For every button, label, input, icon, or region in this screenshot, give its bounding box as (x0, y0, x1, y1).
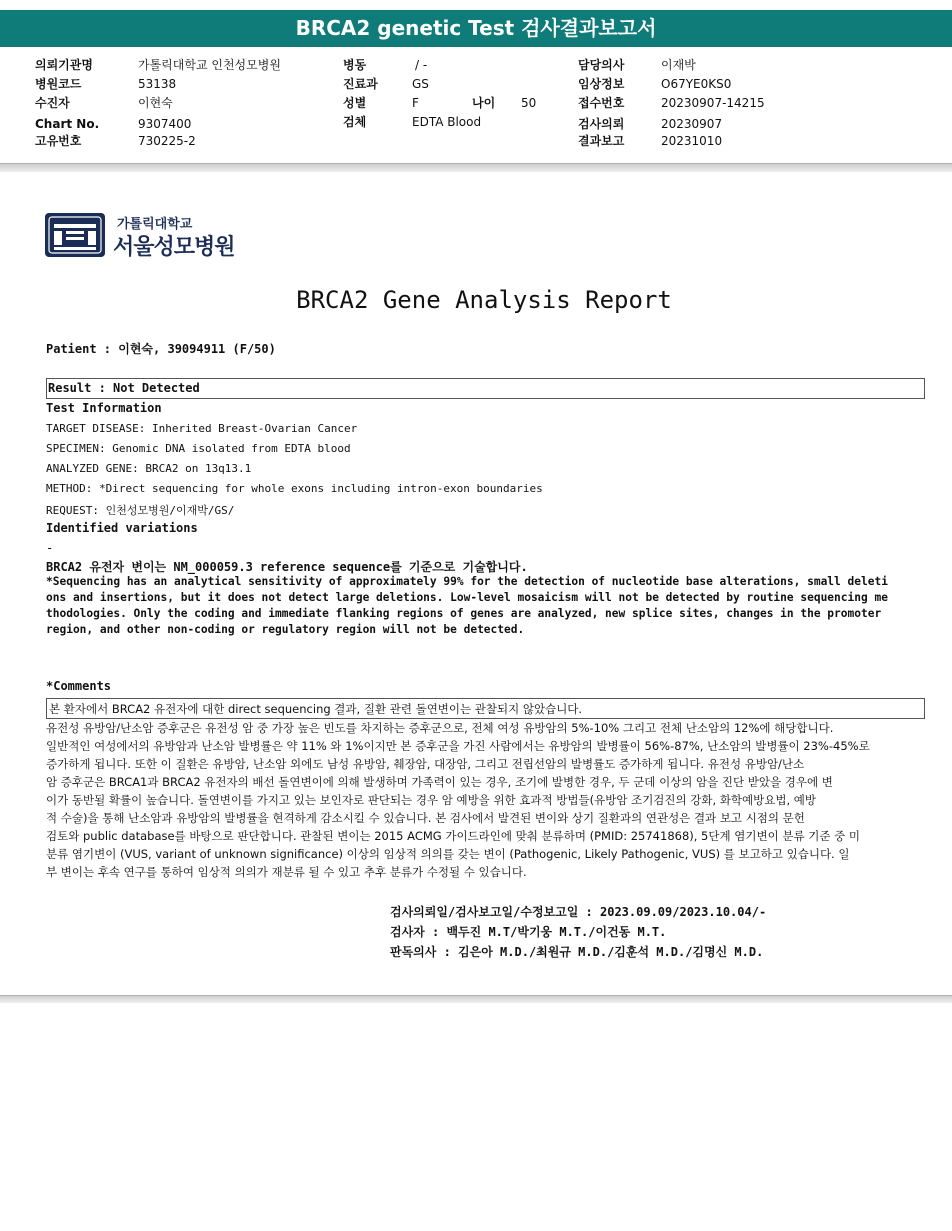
value-requesting-institution: 가톨릭대학교 인천성모병원 (138, 58, 281, 72)
value-request-date: 20230907 (661, 117, 723, 131)
target-disease: TARGET DISEASE: Inherited Breast-Ovarian Cancer (46, 422, 358, 435)
identified-variations-heading: Identified variations (46, 521, 198, 535)
label-age: 나이 (472, 96, 496, 110)
specimen: SPECIMEN: Genomic DNA isolated from EDTA blood (46, 442, 351, 455)
label-sex: 성별 (343, 96, 367, 110)
comment-box (46, 698, 925, 719)
comment-line: 암 증후군은 BRCA1과 BRCA2 유전자의 배선 돌연변이에 의해 발생하며 가족력이 있는 경우, 조기에 발병한 경우, 두 군데 이상의 암을 진단 받았을 경우에 변 (46, 775, 833, 789)
label-requesting-institution: 의뢰기관명 (35, 58, 93, 72)
value-ward: / - (415, 58, 428, 72)
disclaimer-line: ons and insertions, but it does not detect large deletions. Low-level mosaicism will not be detected by routine sequencing me (46, 591, 888, 604)
label-doctor: 담당의사 (578, 58, 625, 72)
comment-line: 검토와 public database를 바탕으로 판단합니다. 관찰된 변이는 2015 ACMG 가이드라인에 맞춰 분류하며 (PMID: 25741868), 5단계 염기변이 분류 기준 중 미 (46, 829, 860, 843)
comment-line: 이가 동반될 확률이 높습니다. 돌연변이를 가지고 있는 보인자로 판단되는 경우 암 예방을 위한 효과적 방법들(유방암 조기검진의 강화, 화학예방요법, 예방 (46, 793, 817, 807)
sensitivity-disclaimer (46, 574, 926, 638)
value-specimen: EDTA Blood (412, 115, 482, 129)
comment-line: 증가하게 됩니다. 또한 이 질환은 유방암, 난소암 외에도 남성 유방암, 췌장암, 대장암, 그리고 전립선암의 발병률도 증가하게 됩니다. 유전성 유방암/난소 (46, 757, 805, 771)
report-dates: 검사의뢰일/검사보고일/수정보고일 : 2023.09.09/2023.10.04/- (390, 905, 767, 919)
label-request-date: 검사의뢰 (578, 117, 625, 131)
patient-line: Patient : 이현숙, 39094911 (F/50) (46, 342, 276, 356)
value-patient-name: 이현숙 (138, 96, 173, 110)
value-clinical-info: O67YE0KS0 (661, 77, 732, 91)
comment-paragraph (46, 719, 926, 881)
label-unique-id: 고유번호 (35, 134, 82, 148)
result-box (46, 378, 925, 399)
label-department: 진료과 (343, 77, 378, 91)
comment-boxed-text: 본 환자에서 BRCA2 유전자에 대한 direct sequencing 결과, 질환 관련 돌연변이는 관찰되지 않았습니다. (49, 702, 583, 716)
comment-line: 부 변이는 후속 연구를 통하여 임상적 의의가 재분류 될 수 있고 추후 분류가 수정될 수 있습니다. (46, 865, 527, 879)
logo-hospital-name: 서울성모병원 (113, 235, 235, 260)
value-report-date: 20231010 (661, 134, 723, 148)
test-info-heading: Test Information (46, 401, 162, 415)
reference-note: BRCA2 유전자 변이는 NM_000059.3 reference sequence를 기준으로 기술합니다. (46, 560, 528, 574)
report-title-bar: BRCA2 genetic Test 검사결과보고서 (0, 10, 952, 47)
method: METHOD: *Direct sequencing for whole exons including intron-exon boundaries (46, 482, 543, 495)
label-clinical-info: 임상정보 (578, 77, 625, 91)
comment-line: 유전성 유방암/난소암 증후군은 유전성 암 중 가장 높은 빈도를 차지하는 증후군으로, 전체 여성 유방암의 5%-10% 그리고 전체 난소암의 12%에 해당합니다. (46, 721, 834, 735)
disclaimer-line: *Sequencing has an analytical sensitivity of approximately 99% for the detection of nucleotide base alterations, small deleti (46, 575, 888, 588)
disclaimer-line: region, and other non-coding or regulatory region will not be detected. (46, 623, 525, 636)
comment-line: 적 수술)을 통해 난소암과 유방암의 발병률을 현격하게 감소시킬 수 있습니다. 본 검사에서 발견된 변이와 상기 질환과의 연관성은 결과 보고 시점의 문헌 (46, 811, 805, 825)
comment-line: 일반적인 여성에서의 유방암과 난소암 발병률은 약 11% 와 1%이지만 본 증후군을 가진 사람에서는 유방암의 발병률이 56%-87%, 난소암의 발병률이 23%-45%로 (46, 739, 870, 753)
comment-line: 분류 염기변이 (VUS, variant of unknown significance) 이상의 임상적 의의를 갖는 변이 (Pathogenic, Likely Pathogenic, VUS) 를 보고하고 있습니다. 일 (46, 847, 850, 861)
value-hospital-code: 53138 (138, 77, 177, 91)
value-department: GS (412, 77, 429, 91)
label-ward: 병동 (343, 58, 367, 72)
value-doctor: 이재박 (661, 58, 696, 72)
result-text: Result : Not Detected (48, 381, 200, 395)
label-report-date: 결과보고 (578, 134, 625, 148)
comments-heading: *Comments (46, 679, 112, 693)
label-patient-name: 수진자 (35, 96, 70, 110)
value-age: 50 (521, 96, 537, 110)
value-chart-no: 9307400 (138, 117, 192, 131)
testers: 검사자 : 백두진 M.T/박기웅 M.T./이건동 M.T. (390, 925, 667, 939)
request: REQUEST: 인천성모병원/이재박/GS/ (46, 504, 235, 517)
hospital-logo-icon (44, 212, 106, 258)
header-separator (0, 163, 952, 172)
footer-separator (0, 995, 952, 1003)
analyzed-gene: ANALYZED GENE: BRCA2 on 13q13.1 (46, 462, 252, 475)
disclaimer-line: thodologies. Only the coding and immediate flanking regions of genes are analyzed, new splice sites, changes in the promoter (46, 607, 882, 620)
label-chart-no: Chart No. (35, 117, 100, 131)
label-hospital-code: 병원코드 (35, 77, 82, 91)
value-sex: F (412, 96, 419, 110)
logo-university-name: 가톨릭대학교 (117, 217, 193, 232)
value-receipt-no: 20230907-14215 (661, 96, 765, 110)
report-title: BRCA2 Gene Analysis Report (296, 286, 672, 314)
identified-variations-value: - (46, 541, 54, 555)
label-receipt-no: 접수번호 (578, 96, 625, 110)
label-specimen: 검체 (343, 115, 367, 129)
value-unique-id: 730225-2 (138, 134, 196, 148)
reading-doctors: 판독의사 : 김은아 M.D./최원규 M.D./김훈석 M.D./김명신 M.D. (390, 945, 764, 959)
